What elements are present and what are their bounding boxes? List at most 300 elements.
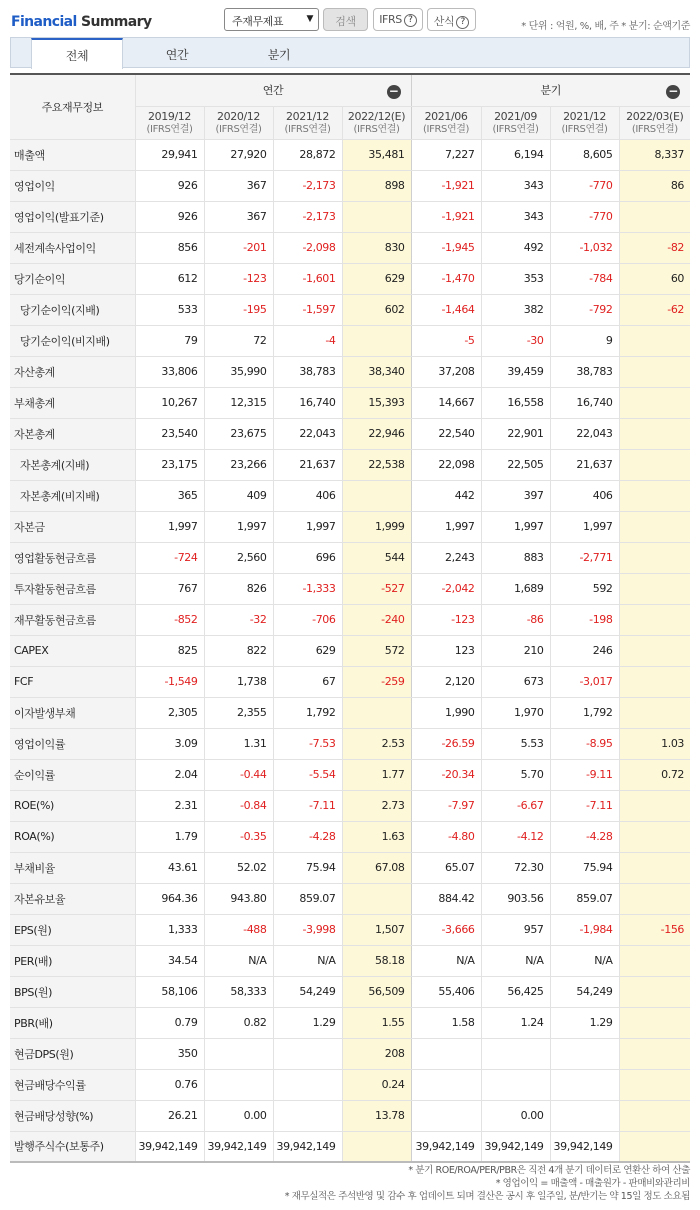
table-row xyxy=(10,1069,690,1100)
value-cell xyxy=(619,635,690,666)
column-header: 2019/12 (IFRS연결) xyxy=(135,106,204,139)
table-row xyxy=(10,821,690,852)
value-cell: -195 xyxy=(204,294,273,325)
value-cell: 367 xyxy=(204,201,273,232)
top-bar xyxy=(0,0,700,36)
row-label: 매출액 xyxy=(10,139,135,170)
value-cell: -3,666 xyxy=(411,914,481,945)
table-row xyxy=(10,697,690,728)
row-label: 순이익률 xyxy=(10,759,135,790)
table-row xyxy=(10,201,690,232)
value-cell: 13.78 xyxy=(342,1100,411,1131)
value-cell: -4.28 xyxy=(273,821,342,852)
tab-all[interactable]: 전체 xyxy=(31,38,123,69)
value-cell: -8.95 xyxy=(550,728,619,759)
value-cell: 3.09 xyxy=(135,728,204,759)
value-cell xyxy=(619,697,690,728)
value-cell: -1,470 xyxy=(411,263,481,294)
value-cell: -488 xyxy=(204,914,273,945)
table-row xyxy=(10,480,690,511)
value-cell: 23,175 xyxy=(135,449,204,480)
value-cell xyxy=(342,697,411,728)
value-cell: 382 xyxy=(481,294,550,325)
value-cell: -156 xyxy=(619,914,690,945)
table-row xyxy=(10,418,690,449)
column-header: 2020/12 (IFRS연결) xyxy=(204,106,273,139)
value-cell: -7.53 xyxy=(273,728,342,759)
value-cell: N/A xyxy=(204,945,273,976)
row-label: 현금배당수익률 xyxy=(10,1069,135,1100)
value-cell: 86 xyxy=(619,170,690,201)
value-cell: 1.79 xyxy=(135,821,204,852)
value-cell xyxy=(550,1069,619,1100)
table-row xyxy=(10,263,690,294)
value-cell xyxy=(619,418,690,449)
value-cell: -1,921 xyxy=(411,201,481,232)
value-cell xyxy=(619,883,690,914)
value-cell: 2,355 xyxy=(204,697,273,728)
column-header: 2021/12 (IFRS연결) xyxy=(550,106,619,139)
value-cell: 210 xyxy=(481,635,550,666)
value-cell: -201 xyxy=(204,232,273,263)
table-row xyxy=(10,759,690,790)
value-cell: 629 xyxy=(273,635,342,666)
value-cell: 5.53 xyxy=(481,728,550,759)
column-header: 2022/12(E) (IFRS연결) xyxy=(342,106,411,139)
table-row xyxy=(10,387,690,418)
value-cell: -1,945 xyxy=(411,232,481,263)
value-cell: -20.34 xyxy=(411,759,481,790)
value-cell: 1.31 xyxy=(204,728,273,759)
value-cell: N/A xyxy=(273,945,342,976)
value-cell: -123 xyxy=(411,604,481,635)
value-cell: 21,637 xyxy=(273,449,342,480)
value-cell: 1,970 xyxy=(481,697,550,728)
table-row xyxy=(10,976,690,1007)
row-label: 당기순이익 xyxy=(10,263,135,294)
value-cell: -1,597 xyxy=(273,294,342,325)
value-cell xyxy=(342,1131,411,1162)
row-label: 자본총계 xyxy=(10,418,135,449)
value-cell: -86 xyxy=(481,604,550,635)
value-cell: 7,227 xyxy=(411,139,481,170)
value-cell xyxy=(619,356,690,387)
value-cell: 2.31 xyxy=(135,790,204,821)
value-cell: -1,984 xyxy=(550,914,619,945)
corner-header: 주요재무정보 xyxy=(10,74,135,139)
tab-annual[interactable]: 연간 xyxy=(165,48,189,62)
value-cell: 58,106 xyxy=(135,976,204,1007)
value-cell: 602 xyxy=(342,294,411,325)
value-cell: -1,601 xyxy=(273,263,342,294)
value-cell xyxy=(481,1038,550,1069)
value-cell: 37,208 xyxy=(411,356,481,387)
value-cell: -9.11 xyxy=(550,759,619,790)
value-cell: 696 xyxy=(273,542,342,573)
value-cell xyxy=(619,790,690,821)
value-cell: 65.07 xyxy=(411,852,481,883)
value-cell: 79 xyxy=(135,325,204,356)
row-label: 현금DPS(원) xyxy=(10,1038,135,1069)
help-icon: ? xyxy=(456,16,469,29)
search-button[interactable]: 검색 xyxy=(323,8,368,31)
value-cell: 856 xyxy=(135,232,204,263)
value-cell xyxy=(619,852,690,883)
value-cell: -7.11 xyxy=(273,790,342,821)
row-label: ROE(%) xyxy=(10,790,135,821)
value-cell: 1.03 xyxy=(619,728,690,759)
row-label: 영업이익률 xyxy=(10,728,135,759)
value-cell: -5 xyxy=(411,325,481,356)
value-cell: -2,173 xyxy=(273,170,342,201)
value-cell: -26.59 xyxy=(411,728,481,759)
value-cell: 52.02 xyxy=(204,852,273,883)
value-cell: -0.84 xyxy=(204,790,273,821)
value-cell: 1,689 xyxy=(481,573,550,604)
row-label: 부채총계 xyxy=(10,387,135,418)
value-cell: 572 xyxy=(342,635,411,666)
value-cell: 0.24 xyxy=(342,1069,411,1100)
value-cell: 26.21 xyxy=(135,1100,204,1131)
row-label: EPS(원) xyxy=(10,914,135,945)
value-cell xyxy=(342,325,411,356)
ifrs-button[interactable]: IFRS ? xyxy=(373,8,423,31)
value-cell: 1,997 xyxy=(273,511,342,542)
value-cell: 1.58 xyxy=(411,1007,481,1038)
table-row xyxy=(10,325,690,356)
row-label: 자본유보율 xyxy=(10,883,135,914)
table-row xyxy=(10,294,690,325)
value-cell: 1,997 xyxy=(135,511,204,542)
row-label: 세전계속사업이익 xyxy=(10,232,135,263)
value-cell: 15,393 xyxy=(342,387,411,418)
value-cell xyxy=(619,1007,690,1038)
value-cell: -4.28 xyxy=(550,821,619,852)
row-label: 투자활동현금흐름 xyxy=(10,573,135,604)
table-row xyxy=(10,573,690,604)
value-cell: 58.18 xyxy=(342,945,411,976)
value-cell: 629 xyxy=(342,263,411,294)
value-cell xyxy=(273,1100,342,1131)
value-cell: -30 xyxy=(481,325,550,356)
value-cell: 442 xyxy=(411,480,481,511)
value-cell: 822 xyxy=(204,635,273,666)
value-cell: 1.77 xyxy=(342,759,411,790)
row-label: FCF xyxy=(10,666,135,697)
row-label: ROA(%) xyxy=(10,821,135,852)
value-cell: -4.12 xyxy=(481,821,550,852)
value-cell: -259 xyxy=(342,666,411,697)
value-cell: -724 xyxy=(135,542,204,573)
collapse-quarter-icon[interactable]: − xyxy=(666,85,680,99)
value-cell: 39,459 xyxy=(481,356,550,387)
value-cell: 60 xyxy=(619,263,690,294)
value-cell: 767 xyxy=(135,573,204,604)
row-label: 자산총계 xyxy=(10,356,135,387)
value-cell xyxy=(481,1069,550,1100)
value-cell: 10,267 xyxy=(135,387,204,418)
value-cell: 55,406 xyxy=(411,976,481,1007)
value-cell: 0.76 xyxy=(135,1069,204,1100)
value-cell: 12,315 xyxy=(204,387,273,418)
value-cell: 27,920 xyxy=(204,139,273,170)
value-cell: 1,333 xyxy=(135,914,204,945)
value-cell: 39,942,149 xyxy=(411,1131,481,1162)
table-row xyxy=(10,542,690,573)
value-cell: -6.67 xyxy=(481,790,550,821)
value-cell: 9 xyxy=(550,325,619,356)
value-cell: 492 xyxy=(481,232,550,263)
value-cell xyxy=(342,201,411,232)
value-cell: 1.29 xyxy=(273,1007,342,1038)
value-cell: 0.72 xyxy=(619,759,690,790)
table-row xyxy=(10,883,690,914)
value-cell: 22,538 xyxy=(342,449,411,480)
value-cell: -0.44 xyxy=(204,759,273,790)
value-cell: 23,266 xyxy=(204,449,273,480)
value-cell: 926 xyxy=(135,170,204,201)
value-cell: 884.42 xyxy=(411,883,481,914)
value-cell: 39,942,149 xyxy=(550,1131,619,1162)
value-cell xyxy=(273,1069,342,1100)
value-cell: 22,043 xyxy=(550,418,619,449)
value-cell: -240 xyxy=(342,604,411,635)
table-row xyxy=(10,1100,690,1131)
value-cell: -3,998 xyxy=(273,914,342,945)
value-cell: 39,942,149 xyxy=(135,1131,204,1162)
value-cell: 58,333 xyxy=(204,976,273,1007)
brand-second-word: Summary xyxy=(80,14,152,30)
value-cell: 22,098 xyxy=(411,449,481,480)
value-cell: -1,921 xyxy=(411,170,481,201)
value-cell: -2,042 xyxy=(411,573,481,604)
value-cell: 365 xyxy=(135,480,204,511)
value-cell: -4 xyxy=(273,325,342,356)
value-cell xyxy=(619,1100,690,1131)
row-label: 영업이익(발표기준) xyxy=(10,201,135,232)
collapse-annual-icon[interactable]: − xyxy=(387,85,401,99)
table-row xyxy=(10,170,690,201)
value-cell: 859.07 xyxy=(550,883,619,914)
value-cell: 898 xyxy=(342,170,411,201)
value-cell: 2,120 xyxy=(411,666,481,697)
value-cell: -1,032 xyxy=(550,232,619,263)
value-cell: -82 xyxy=(619,232,690,263)
table-row xyxy=(10,604,690,635)
value-cell: 406 xyxy=(273,480,342,511)
value-cell: -2,771 xyxy=(550,542,619,573)
value-cell xyxy=(619,387,690,418)
value-cell: 1,997 xyxy=(204,511,273,542)
value-cell: 23,675 xyxy=(204,418,273,449)
value-cell: 592 xyxy=(550,573,619,604)
value-cell: 859.07 xyxy=(273,883,342,914)
value-cell: 409 xyxy=(204,480,273,511)
value-cell: -784 xyxy=(550,263,619,294)
value-cell: 1.24 xyxy=(481,1007,550,1038)
quarter-group-header: 분기 − xyxy=(411,74,690,106)
statement-type-select[interactable] xyxy=(224,8,319,31)
value-cell: 29,941 xyxy=(135,139,204,170)
value-cell: 2,305 xyxy=(135,697,204,728)
value-cell: 397 xyxy=(481,480,550,511)
formula-button[interactable]: 산식 ? xyxy=(427,8,476,31)
row-label: 부채비율 xyxy=(10,852,135,883)
value-cell: 0.82 xyxy=(204,1007,273,1038)
value-cell xyxy=(342,883,411,914)
value-cell: -1,333 xyxy=(273,573,342,604)
value-cell: 883 xyxy=(481,542,550,573)
help-icon: ? xyxy=(404,14,417,27)
value-cell xyxy=(273,1038,342,1069)
value-cell: 28,872 xyxy=(273,139,342,170)
value-cell: -792 xyxy=(550,294,619,325)
value-cell: 35,481 xyxy=(342,139,411,170)
value-cell: 72.30 xyxy=(481,852,550,883)
value-cell: -3,017 xyxy=(550,666,619,697)
value-cell: N/A xyxy=(550,945,619,976)
row-label: PBR(배) xyxy=(10,1007,135,1038)
value-cell: 23,540 xyxy=(135,418,204,449)
value-cell: 964.36 xyxy=(135,883,204,914)
value-cell: 2,560 xyxy=(204,542,273,573)
value-cell xyxy=(411,1069,481,1100)
table-row xyxy=(10,511,690,542)
row-label: 영업이익 xyxy=(10,170,135,201)
value-cell: -2,173 xyxy=(273,201,342,232)
row-label: 발행주식수(보통주) xyxy=(10,1131,135,1162)
annual-group-header: 연간 − xyxy=(135,74,411,106)
value-cell: -7.11 xyxy=(550,790,619,821)
value-cell: -32 xyxy=(204,604,273,635)
value-cell: 123 xyxy=(411,635,481,666)
value-cell xyxy=(619,604,690,635)
value-cell xyxy=(619,821,690,852)
table-row xyxy=(10,139,690,170)
value-cell: -2,098 xyxy=(273,232,342,263)
table-row xyxy=(10,1131,690,1162)
value-cell xyxy=(411,1038,481,1069)
row-label: 자본총계(비지배) xyxy=(10,480,135,511)
unit-note: * 단위 : 억원, %, 배, 주 * 분기: 순액기준 xyxy=(521,21,690,32)
value-cell: 67.08 xyxy=(342,852,411,883)
value-cell: 75.94 xyxy=(273,852,342,883)
value-cell: 943.80 xyxy=(204,883,273,914)
column-header: 2021/12 (IFRS연결) xyxy=(273,106,342,139)
value-cell: 1,999 xyxy=(342,511,411,542)
value-cell xyxy=(204,1069,273,1100)
value-cell xyxy=(550,1038,619,1069)
value-cell: 1,738 xyxy=(204,666,273,697)
footnote: * 영업이익 = 매출액 - 매출원가 - 판매비와관리비 xyxy=(495,1178,690,1189)
value-cell: 1,997 xyxy=(411,511,481,542)
row-label: 영업활동현금흐름 xyxy=(10,542,135,573)
value-cell: 1.29 xyxy=(550,1007,619,1038)
value-cell: 1.55 xyxy=(342,1007,411,1038)
column-header: 2021/06 (IFRS연결) xyxy=(411,106,481,139)
period-tabs xyxy=(10,37,690,68)
value-cell: 56,425 xyxy=(481,976,550,1007)
value-cell: 826 xyxy=(204,573,273,604)
table-row xyxy=(10,356,690,387)
value-cell xyxy=(619,449,690,480)
value-cell: 38,783 xyxy=(273,356,342,387)
value-cell: 406 xyxy=(550,480,619,511)
value-cell: -852 xyxy=(135,604,204,635)
brand-first-word: Financial xyxy=(11,14,77,30)
value-cell: 1,990 xyxy=(411,697,481,728)
tab-quarter[interactable]: 분기 xyxy=(267,48,291,62)
value-cell: -706 xyxy=(273,604,342,635)
value-cell: 2.73 xyxy=(342,790,411,821)
value-cell: 343 xyxy=(481,201,550,232)
footnotes xyxy=(285,1164,690,1203)
table-row xyxy=(10,666,690,697)
value-cell: 367 xyxy=(204,170,273,201)
value-cell: 75.94 xyxy=(550,852,619,883)
value-cell xyxy=(619,325,690,356)
value-cell: 22,901 xyxy=(481,418,550,449)
value-cell: 544 xyxy=(342,542,411,573)
value-cell: 353 xyxy=(481,263,550,294)
row-label: 이자발생부채 xyxy=(10,697,135,728)
value-cell: -7.97 xyxy=(411,790,481,821)
table-row xyxy=(10,635,690,666)
value-cell: N/A xyxy=(481,945,550,976)
row-label: 자본총계(지배) xyxy=(10,449,135,480)
value-cell xyxy=(619,976,690,1007)
value-cell: -1,464 xyxy=(411,294,481,325)
value-cell: 1,997 xyxy=(481,511,550,542)
value-cell: 22,505 xyxy=(481,449,550,480)
footnote: * 분기 ROE/ROA/PER/PBR은 직전 4개 분기 데이터로 연환산 하여 산출 xyxy=(408,1165,690,1176)
value-cell: 16,740 xyxy=(550,387,619,418)
value-cell: -770 xyxy=(550,201,619,232)
value-cell: -0.35 xyxy=(204,821,273,852)
row-label: CAPEX xyxy=(10,635,135,666)
value-cell: 33,806 xyxy=(135,356,204,387)
value-cell: -1,549 xyxy=(135,666,204,697)
chevron-down-icon: ▼ xyxy=(306,14,313,24)
value-cell: 56,509 xyxy=(342,976,411,1007)
value-cell: 22,540 xyxy=(411,418,481,449)
table-row xyxy=(10,728,690,759)
value-cell: 6,194 xyxy=(481,139,550,170)
value-cell xyxy=(619,542,690,573)
value-cell: 0.00 xyxy=(204,1100,273,1131)
value-cell: -527 xyxy=(342,573,411,604)
value-cell xyxy=(619,945,690,976)
value-cell: 14,667 xyxy=(411,387,481,418)
value-cell xyxy=(204,1038,273,1069)
row-label: 현금배당성향(%) xyxy=(10,1100,135,1131)
value-cell: 208 xyxy=(342,1038,411,1069)
table-row xyxy=(10,1038,690,1069)
value-cell: 34.54 xyxy=(135,945,204,976)
value-cell xyxy=(619,573,690,604)
row-label: 당기순이익(비지배) xyxy=(10,325,135,356)
row-label: 당기순이익(지배) xyxy=(10,294,135,325)
financial-table xyxy=(10,73,690,1163)
value-cell: 54,249 xyxy=(273,976,342,1007)
value-cell: 1,792 xyxy=(550,697,619,728)
statement-type-value: 주재무제표 xyxy=(232,15,284,28)
value-cell: 16,740 xyxy=(273,387,342,418)
value-cell: 43.61 xyxy=(135,852,204,883)
value-cell: 1,997 xyxy=(550,511,619,542)
value-cell: 903.56 xyxy=(481,883,550,914)
table-row xyxy=(10,914,690,945)
